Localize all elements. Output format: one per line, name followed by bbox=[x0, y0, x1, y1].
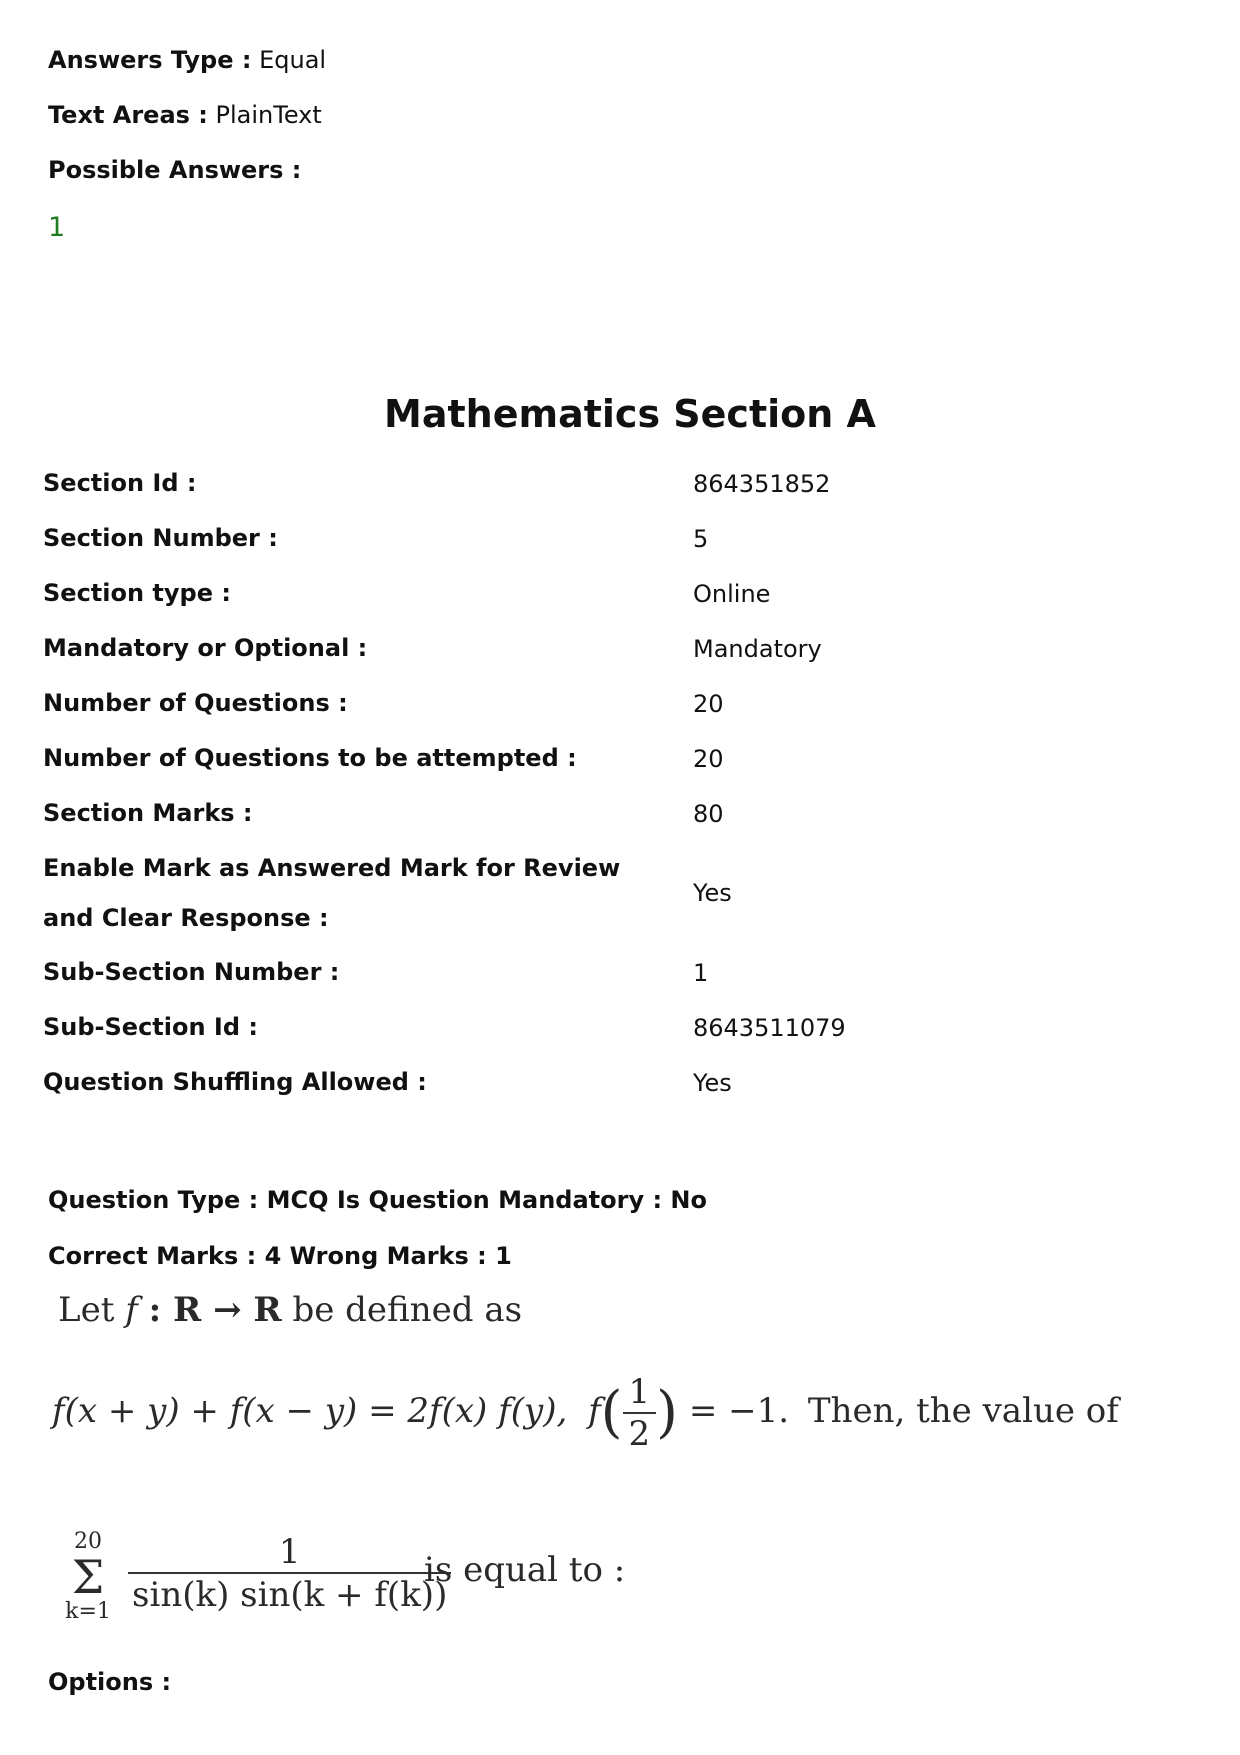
row-label: Section Id : bbox=[43, 469, 197, 497]
row-value: 5 bbox=[693, 525, 709, 553]
is-equal-to-text: is equal to : bbox=[424, 1550, 626, 1590]
marks-line: Correct Marks : 4 Wrong Marks : 1 bbox=[48, 1242, 512, 1270]
let-text: Let bbox=[58, 1290, 115, 1330]
summation-symbol bbox=[62, 1530, 114, 1624]
question-intro bbox=[58, 1290, 522, 1330]
half-numerator: 1 bbox=[628, 1372, 651, 1412]
sum-lower-limit: k=1 bbox=[65, 1599, 111, 1624]
row-value: Mandatory bbox=[693, 635, 822, 663]
row-label: Sub-Section Number : bbox=[43, 958, 340, 986]
row-value: 1 bbox=[693, 959, 709, 987]
row-label: Mandatory or Optional : bbox=[43, 634, 368, 662]
text-areas-line bbox=[48, 101, 322, 129]
functional-equation-line: f(x + y) + f(x − y) = 2f(x) f(y), f( $\frac{1}{2}$ ) = −1. Then, the value of bbox=[52, 1372, 1119, 1454]
then-value-text: Then, the value of bbox=[807, 1391, 1119, 1431]
row-value: 864351852 bbox=[693, 470, 831, 498]
equals-minus-one: = −1. bbox=[688, 1391, 790, 1431]
answers-type-value: Equal bbox=[259, 46, 327, 74]
domain-mapping: : R → R bbox=[148, 1290, 282, 1330]
question-type-line: Question Type : MCQ Is Question Mandatory : No bbox=[48, 1186, 707, 1214]
options-label: Options : bbox=[48, 1668, 172, 1696]
row-label: Section Number : bbox=[43, 524, 278, 552]
row-value: Online bbox=[693, 580, 771, 608]
section-title: Mathematics Section A bbox=[384, 392, 876, 436]
text-areas-label: Text Areas : bbox=[48, 101, 208, 129]
half-denominator: 2 bbox=[623, 1412, 657, 1454]
row-label: Number of Questions : bbox=[43, 689, 348, 717]
row-value: 80 bbox=[693, 800, 724, 828]
sigma-icon: Σ bbox=[71, 1550, 105, 1604]
sum-numerator: 1 bbox=[278, 1532, 301, 1572]
answers-type-line bbox=[48, 46, 326, 74]
row-value: 20 bbox=[693, 745, 724, 773]
row-value: Yes bbox=[693, 879, 732, 907]
row-label: Enable Mark as Answered Mark for Review and Clear Response : bbox=[43, 854, 621, 932]
possible-answers-line bbox=[48, 156, 301, 184]
row-value: 20 bbox=[693, 690, 724, 718]
row-value: Yes bbox=[693, 1069, 732, 1097]
sum-upper-limit: 20 bbox=[74, 1529, 102, 1554]
possible-answer-value: 1 bbox=[48, 212, 66, 243]
answers-type-label: Answers Type : bbox=[48, 46, 252, 74]
row-label: Sub-Section Id : bbox=[43, 1013, 258, 1041]
f-symbol: f bbox=[588, 1391, 601, 1431]
defined-as-text: be defined as bbox=[292, 1290, 523, 1330]
text-areas-value: PlainText bbox=[215, 101, 322, 129]
row-value: 8643511079 bbox=[693, 1014, 846, 1042]
half-fraction bbox=[623, 1372, 657, 1454]
row-label: Question Shuffling Allowed : bbox=[43, 1068, 427, 1096]
functional-equation: f(x + y) + f(x − y) = 2f(x) f(y), bbox=[52, 1391, 568, 1431]
sum-fraction bbox=[128, 1532, 451, 1616]
row-label: Number of Questions to be attempted : bbox=[43, 744, 577, 772]
sum-denominator: sin(k) sin(k + f(k)) bbox=[128, 1572, 451, 1616]
f-symbol: f bbox=[125, 1290, 138, 1330]
possible-answers-label: Possible Answers : bbox=[48, 156, 302, 184]
row-label: Section Marks : bbox=[43, 799, 253, 827]
row-label: Section type : bbox=[43, 579, 231, 607]
